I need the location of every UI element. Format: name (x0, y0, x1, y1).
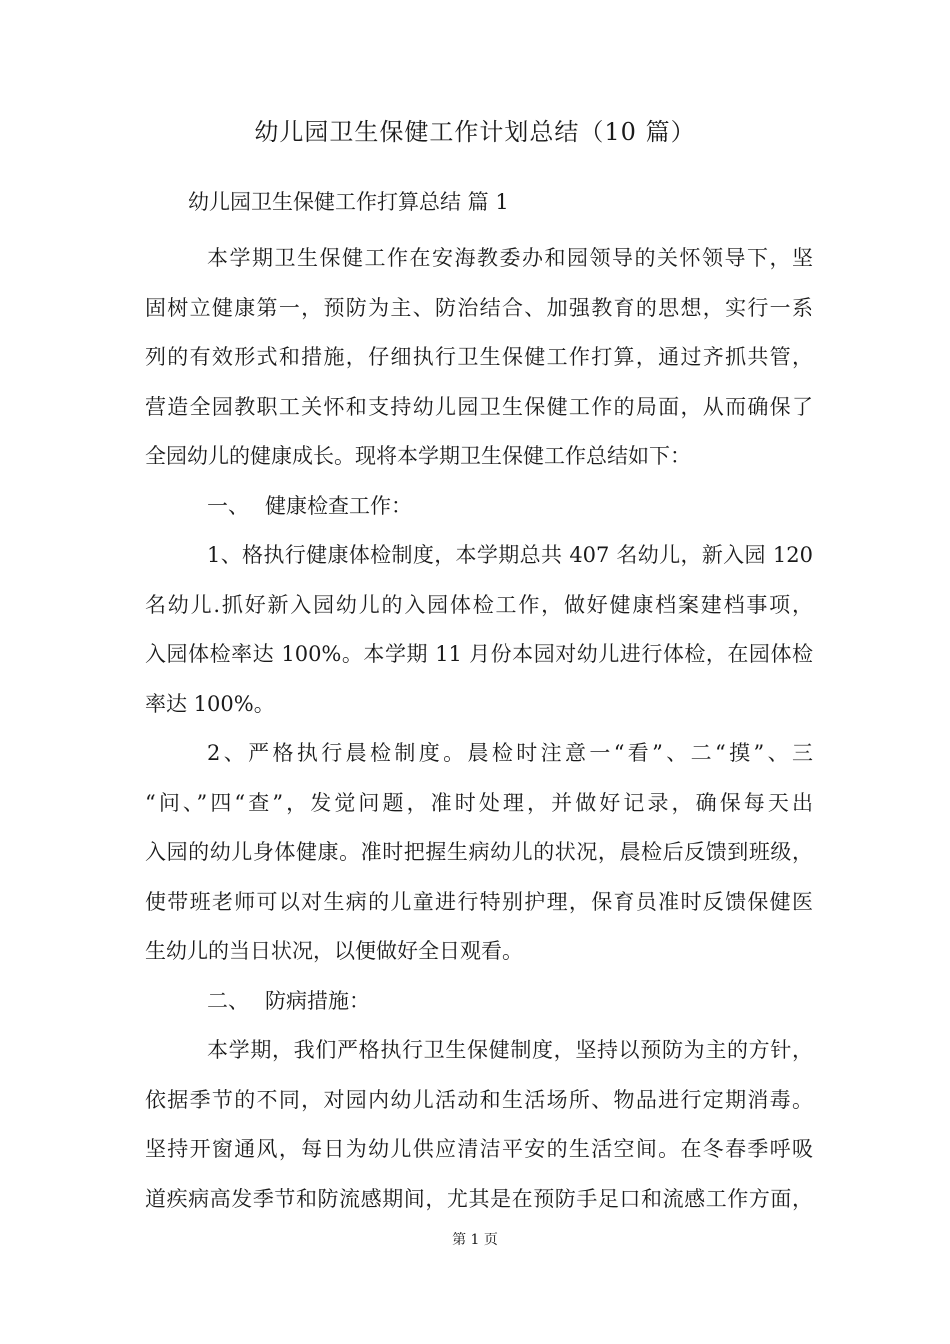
section-heading-1 (145, 482, 813, 532)
document-title: 幼儿园卫生保健工作计划总结（10 篇） (254, 118, 696, 146)
text-line: 依据季节的不同，对园内幼儿活动和生活场所、物品进行定期消毒。 (145, 1087, 813, 1112)
text-line: 本学期卫生保健工作在安海教委办和园领导的关怀领导下，坚 (207, 246, 813, 270)
text-line: 道疾病高发季节和防流感期间，尤其是在预防手足口和流感工作方面， (145, 1186, 813, 1211)
heading-text: 健康检查工作： (265, 493, 412, 518)
document-body (145, 234, 813, 1224)
text-line: “问、”四“查”，发觉问题，准时处理，并做好记录，确保每天出 (145, 790, 813, 815)
paragraph-prevention (145, 1026, 813, 1224)
paragraph-morning-check (145, 729, 813, 977)
text-line: 营造全园教职工关怀和支持幼儿园卫生保健工作的局面，从而确保了 (145, 394, 813, 419)
text-line: 1、格执行健康体检制度，本学期总共 407 名幼儿，新入园 120 (207, 543, 813, 567)
text-line: 生幼儿的当日状况，以便做好全日观看。 (145, 939, 523, 963)
section-heading-2 (145, 977, 813, 1027)
section-subtitle: 幼儿园卫生保健工作打算总结 篇 1 (188, 190, 509, 214)
text-line: 名幼儿.抓好新入园幼儿的入园体检工作，做好健康档案建档事项， (145, 592, 813, 617)
text-line: 全园幼儿的健康成长。现将本学期卫生保健工作总结如下： (145, 444, 691, 468)
text-line: 入园体检率达 100%。本学期 11 月份本园对幼儿进行体检，在园体检 (145, 642, 813, 666)
text-line: 列的有效形式和措施，仔细执行卫生保健工作打算，通过齐抓共管， (145, 345, 813, 369)
text-line: 2、严格执行晨检制度。晨检时注意一“看”、二“摸”、三 (207, 741, 813, 765)
paragraph-health-check (145, 531, 813, 729)
text-line: 入园的幼儿身体健康。准时把握生病幼儿的状况，晨检后反馈到班级， (145, 840, 813, 864)
text-line: 率达 100%。 (145, 691, 275, 716)
text-line: 固树立健康第一，预防为主、防治结合、加强教育的思想，实行一系 (145, 295, 813, 320)
heading-number: 一、 (207, 493, 249, 518)
heading-text: 防病措施： (265, 988, 370, 1013)
page-number-footer: 第 1 页 (452, 1232, 498, 1248)
text-line: 使带班老师可以对生病的儿童进行特别护理，保育员准时反馈保健医 (145, 889, 813, 914)
paragraph-intro (145, 234, 813, 482)
text-line: 坚持开窗通风，每日为幼儿供应清洁平安的生活空间。在冬春季呼吸 (145, 1137, 813, 1161)
heading-number: 二、 (207, 988, 249, 1013)
text-line: 本学期，我们严格执行卫生保健制度，坚持以预防为主的方针， (207, 1038, 813, 1062)
